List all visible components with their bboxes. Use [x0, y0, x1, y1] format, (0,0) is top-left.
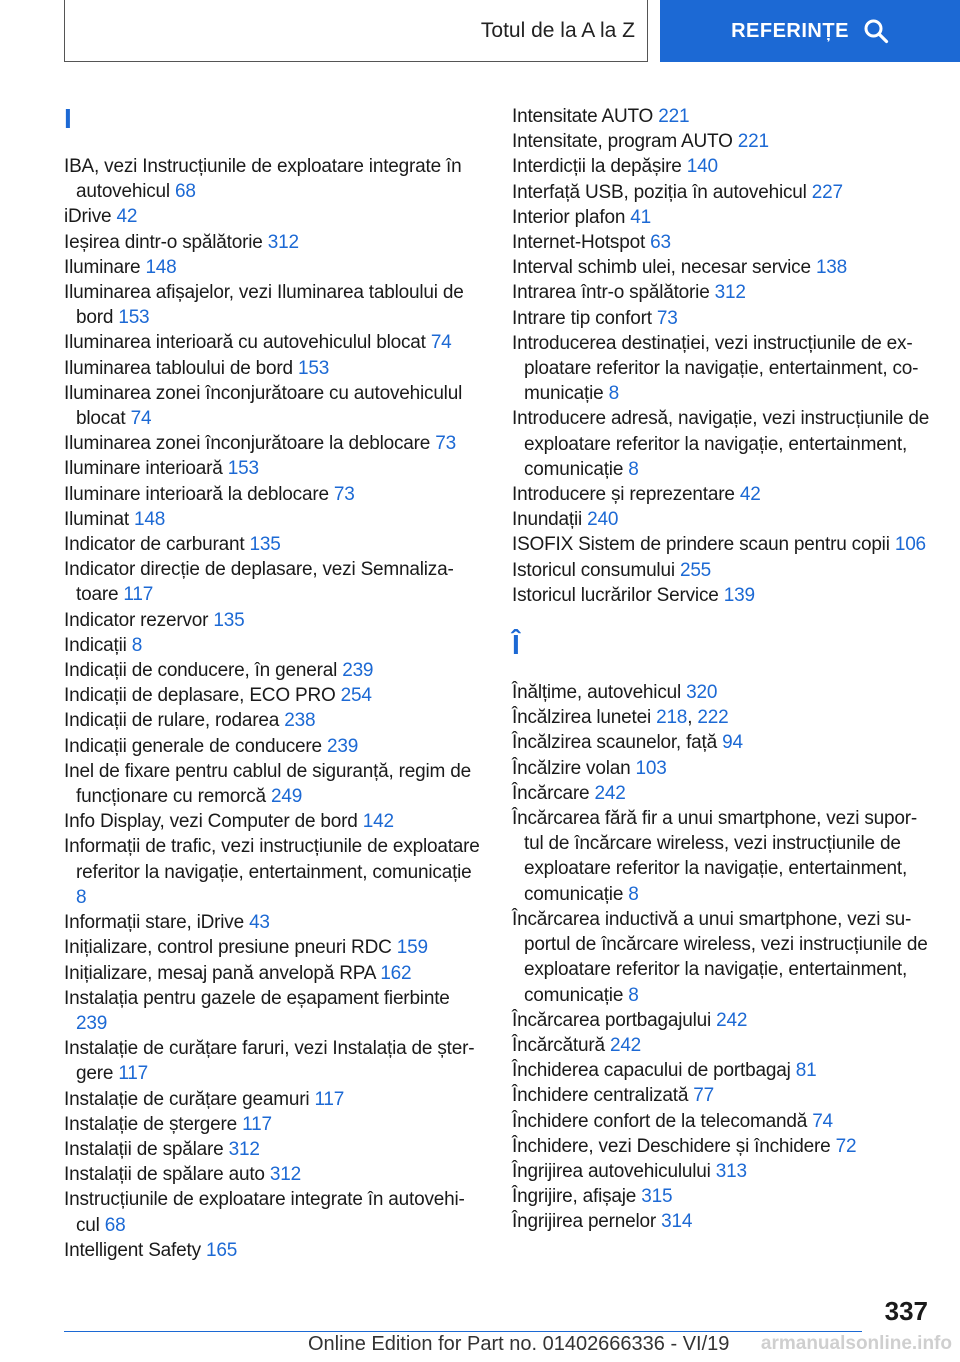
page-reference-link[interactable]: 135: [213, 609, 245, 631]
page-reference-link[interactable]: 312: [269, 1164, 301, 1186]
index-entry: [512, 482, 930, 507]
index-entry: [64, 381, 482, 431]
search-icon: [863, 18, 889, 44]
page-reference-link[interactable]: 239: [326, 735, 359, 757]
page-reference-link[interactable]: 135: [249, 534, 281, 556]
index-entry: [512, 1083, 930, 1108]
index-entry: [64, 986, 482, 1036]
page-reference-link[interactable]: 221: [737, 131, 769, 153]
index-entry-text: Introducerea destinației, vezi instrucțiunile de exploatare referitor la navigație, entertainment, comunicație: [512, 332, 919, 405]
page-reference-link[interactable]: 142: [362, 811, 394, 833]
page-reference-link[interactable]: 218: [656, 707, 688, 729]
index-entry: [64, 557, 482, 607]
index-entry-text: IBA, vezi Instrucțiunile de exploatare integrate în autovehicul: [64, 156, 462, 203]
page-reference-link[interactable]: 238: [284, 710, 316, 732]
page-reference-link[interactable]: 249: [271, 786, 303, 808]
index-entry: [64, 658, 482, 683]
index-entry: [64, 961, 482, 986]
index-entry: [512, 756, 930, 781]
index-entry-text: Intrarea într-o spălătorie: [512, 282, 710, 304]
index-entry: [512, 507, 930, 532]
index-entry: [512, 205, 930, 230]
index-entry-text: Închidere centralizată: [512, 1085, 689, 1107]
page-reference-link[interactable]: 162: [380, 962, 412, 984]
index-entry-text: Încărcare: [512, 782, 590, 804]
page-reference-link[interactable]: 315: [641, 1186, 673, 1208]
page-reference-link[interactable]: 254: [340, 685, 372, 707]
index-entry: [512, 306, 930, 331]
index-entry: [64, 330, 482, 355]
index-entry-text: Interfață USB, poziția în autovehicul: [512, 181, 807, 203]
page-reference-link[interactable]: 94: [722, 732, 743, 754]
page-reference-link[interactable]: 320: [686, 682, 718, 704]
index-entry-text: Instalație de ștergere: [64, 1113, 238, 1135]
page-reference-link[interactable]: 8: [608, 383, 619, 405]
index-entry: [512, 406, 930, 482]
index-entry-list: [64, 154, 482, 1263]
page-reference-link[interactable]: 81: [795, 1060, 817, 1082]
edition-text: Online Edition for Part no. 01402666336 - VI/19: [308, 1333, 730, 1355]
page-reference-link[interactable]: 73: [333, 483, 355, 505]
index-entry-text: Informații stare, iDrive: [64, 912, 244, 934]
page-number: 337: [884, 1296, 928, 1326]
index-entry: [512, 730, 930, 755]
index-entry: [64, 935, 482, 960]
index-entry: [512, 781, 930, 806]
page-reference-link[interactable]: 312: [267, 231, 299, 253]
index-entry-text: Încărcarea portbagajului: [512, 1009, 712, 1031]
index-entry-text: Iluminat: [64, 508, 129, 530]
index-entry-text: Intrare tip confort: [512, 307, 652, 329]
index-entry-text: Iluminare: [64, 256, 141, 278]
page-reference-link[interactable]: 117: [123, 584, 154, 606]
index-entry-text: Iluminare interioară la deblocare: [64, 483, 329, 505]
index-entry: [64, 280, 482, 330]
index-entry: [512, 1033, 930, 1058]
index-entry-text: Încărcătură: [512, 1034, 605, 1056]
page-reference-link[interactable]: 153: [118, 307, 150, 329]
index-entry-text: Interdicții la depășire: [512, 156, 682, 178]
page-reference-link[interactable]: 148: [145, 256, 177, 278]
index-entry-text: Inundații: [512, 509, 583, 531]
index-entry-text: Inițializare, control presiune pneuri RDC: [64, 937, 392, 959]
page-reference-link[interactable]: 227: [811, 181, 843, 203]
index-entry: [512, 1109, 930, 1134]
index-entry: [64, 532, 482, 557]
index-entry-text: Introducere și reprezentare: [512, 484, 735, 506]
index-entry: [512, 806, 930, 907]
index-entry-text: Instalația pentru gazele de eșapament fierbinte: [64, 987, 450, 1009]
index-entry-text: Închiderea capacului de portbagaj: [512, 1060, 791, 1082]
index-entry: [64, 1238, 482, 1263]
index-entry: [512, 180, 930, 205]
index-entry-text: Încălzire volan: [512, 757, 631, 779]
index-entry-text: Inel de fixare pentru cablul de siguranță, regim de funcționare cu remorcă: [64, 760, 471, 808]
page-reference-link[interactable]: 314: [661, 1211, 693, 1233]
index-entry-text: Instalație de curățare geamuri: [64, 1088, 310, 1110]
page-reference-link[interactable]: 239: [76, 1012, 108, 1034]
index-entry: [64, 708, 482, 733]
index-entry-text: Indicator direcție de deplasare, vezi Semnalizatoare: [64, 559, 454, 606]
index-entry: [64, 683, 482, 708]
page-reference-link[interactable]: 312: [228, 1138, 260, 1160]
index-entry-text: Indicator de carburant: [64, 534, 245, 556]
index-entry-text: Iluminarea tabloului de bord: [64, 357, 293, 379]
index-entry-text: Istoricul consumului: [512, 559, 675, 581]
index-entry: [512, 255, 930, 280]
index-entry-text: Indicații generale de conducere: [64, 735, 322, 757]
index-entry-text: Istoricul lucrărilor Service: [512, 584, 719, 606]
index-entry: [64, 507, 482, 532]
index-entry-text: Îngrijirea autovehiculului: [512, 1160, 711, 1182]
index-entry: [64, 204, 482, 229]
index-entry: [64, 230, 482, 255]
index-entry: [512, 104, 930, 129]
index-entry: [64, 759, 482, 809]
page-reference-link[interactable]: 117: [314, 1088, 345, 1110]
page-reference-link[interactable]: 73: [435, 433, 456, 455]
index-entry-text: Indicator rezervor: [64, 609, 209, 631]
index-entry-text: Indicații: [64, 634, 127, 656]
page-reference-link[interactable]: 72: [835, 1135, 857, 1157]
page-reference-link[interactable]: 159: [396, 937, 428, 959]
page-reference-link[interactable]: 117: [242, 1113, 272, 1135]
index-entry: [64, 633, 482, 658]
page-reference-link[interactable]: 117: [118, 1063, 149, 1085]
index-entry-text: Interval schimb ulei, necesar service: [512, 257, 811, 279]
index-entry: [64, 834, 482, 910]
index-entry: [512, 680, 930, 705]
page-reference-link[interactable]: 148: [134, 508, 166, 530]
index-entry: [64, 1162, 482, 1187]
page-reference-link[interactable]: 138: [815, 257, 848, 279]
section-tab[interactable]: [64, 0, 648, 62]
index-entry-text: Îngrijire, afișaje: [512, 1186, 637, 1208]
index-column-left: [64, 104, 482, 1263]
index-entry: [64, 1137, 482, 1162]
page-reference-link[interactable]: 239: [342, 660, 374, 682]
index-entry-text: Interior plafon: [512, 206, 626, 228]
index-entry: [512, 532, 930, 557]
index-entry: [512, 331, 930, 407]
page-reference-link[interactable]: 222: [697, 707, 729, 729]
index-entry-text: Informații de trafic, vezi instrucțiunile de exploatare referitor la navigație, entertainment, comunicație: [64, 836, 480, 883]
page-reference-link[interactable]: 41: [630, 206, 652, 228]
index-entry: [512, 280, 930, 305]
index-entry: [64, 431, 482, 456]
page-reference-link[interactable]: 68: [104, 1214, 126, 1236]
index-letter-heading: Î: [512, 629, 520, 661]
page-reference-link[interactable]: 139: [723, 584, 755, 606]
index-entry-text: Înălțime, autovehicul: [512, 682, 682, 704]
index-entry: [64, 734, 482, 759]
index-entry-text: Iluminarea zonei înconjurătoare cu autovehiculul blocat: [64, 382, 463, 430]
index-entry-text: Iluminare interioară: [64, 458, 223, 480]
page-reference-link[interactable]: 77: [693, 1085, 715, 1107]
index-entry: [512, 583, 930, 608]
page-reference-link[interactable]: 255: [679, 559, 712, 581]
page-reference-link[interactable]: 68: [175, 181, 196, 203]
page-reference-link[interactable]: 43: [249, 912, 270, 934]
index-entry-text: Instalație de curățare faruri, vezi Instalația de ștergere: [64, 1038, 475, 1085]
index-entry: [64, 1036, 482, 1086]
index-entry-text: Ieșirea dintr-o spălătorie: [64, 231, 263, 253]
index-entry-text: Intensitate, program AUTO: [512, 131, 733, 153]
page-reference-link[interactable]: 8: [76, 886, 87, 908]
page-reference-link[interactable]: 106: [894, 534, 926, 556]
index-entry-text: Intensitate AUTO: [512, 106, 654, 127]
page-reference-link[interactable]: 8: [628, 883, 639, 905]
page-reference-link[interactable]: 74: [130, 408, 152, 430]
watermark: armanualsonline.info: [760, 1333, 952, 1354]
index-entry-text: iDrive: [64, 206, 112, 228]
page-reference-link[interactable]: 140: [686, 156, 718, 178]
index-entry: [64, 809, 482, 834]
index-entry-text: Iluminarea afișajelor, vezi Iluminarea tabloului de bord: [64, 282, 464, 329]
index-letter-heading: I: [64, 103, 72, 134]
index-entry: [512, 1159, 930, 1184]
index-entry-text: Încărcarea inductivă a unui smartphone, vezi suportul de încărcare wireless, vezi instrucțiunile de exploatare referitor la navigație, entertainment, comunicație: [512, 908, 928, 1006]
page-reference-link[interactable]: 42: [116, 206, 138, 228]
index-entry: [64, 456, 482, 481]
index-entry: [64, 1087, 482, 1112]
index-entry: [64, 255, 482, 280]
page-reference-link[interactable]: 73: [656, 307, 678, 329]
index-entry-text: Inițializare, mesaj pană anvelopă RPA: [64, 962, 376, 984]
index-entry: [512, 1209, 930, 1234]
page-reference-link[interactable]: 240: [587, 509, 619, 531]
index-entry-text: Închidere, vezi Deschidere și închidere: [512, 1135, 831, 1157]
index-entry: [512, 129, 930, 154]
index-entry-text: Info Display, vezi Computer de bord: [64, 811, 358, 833]
index-entry: [64, 1187, 482, 1237]
index-entry: [512, 1058, 930, 1083]
index-entry-text: ISOFIX Sistem de prindere scaun pentru copii: [512, 534, 890, 556]
index-entry: [64, 154, 482, 204]
index-entry-text: Încălzirea scaunelor, față: [512, 732, 717, 754]
index-entry-text: Instalații de spălare: [64, 1138, 224, 1160]
page-reference-link[interactable]: 221: [658, 106, 690, 127]
index-entry-list: [512, 104, 930, 608]
index-entry-text: Indicații de deplasare, ECO PRO: [64, 685, 336, 707]
index-entry: Încălzirea lunetei 218, 222: [512, 707, 729, 729]
index-entry-text: Indicații de rulare, rodarea: [64, 710, 280, 732]
index-entry-text: Intelligent Safety: [64, 1239, 201, 1261]
index-entry-text: Încălzirea lunetei: [512, 707, 651, 729]
index-entry-text: Introducere adresă, navigație, vezi instrucțiunile de exploatare referitor la navigație, entertainment, comunicație: [512, 408, 930, 480]
index-entry-list: [512, 680, 930, 1234]
index-entry-text: Instrucțiunile de exploatare integrate în autovehicul: [64, 1189, 465, 1236]
index-entry: [64, 482, 482, 507]
index-entry-text: Iluminarea interioară cu autovehiculul blocat: [64, 332, 426, 354]
section-title: Totul de la A la Z: [480, 18, 635, 42]
page-reference-link[interactable]: 313: [715, 1160, 747, 1182]
page-reference-link[interactable]: 153: [227, 458, 259, 480]
page-reference-link[interactable]: 165: [205, 1239, 238, 1261]
index-entry-text: Indicații de conducere, în general: [64, 660, 338, 682]
index-entry: [512, 558, 930, 583]
index-entry-text: Iluminarea zonei înconjurătoare la deblocare: [64, 433, 431, 455]
index-entry: [512, 1134, 930, 1159]
index-column-right: [512, 104, 930, 1235]
index-entry: [64, 608, 482, 633]
page-reference-link[interactable]: 63: [650, 232, 671, 254]
index-entry: [64, 1112, 482, 1137]
index-entry: [512, 1008, 930, 1033]
references-label: REFERINȚE: [731, 19, 849, 42]
index-entry-text: Încărcarea fără fir a unui smartphone, vezi suportul de încărcare wireless, vezi instrucțiunile de exploatare referitor la navigație, entertainment, comunicație: [512, 808, 918, 905]
page-reference-link[interactable]: 74: [430, 332, 452, 354]
page-reference-link[interactable]: 8: [131, 634, 143, 656]
index-entry-text: Internet-Hotspot: [512, 232, 646, 254]
page-reference-link[interactable]: 42: [739, 484, 761, 506]
page-reference-link[interactable]: 312: [714, 282, 746, 304]
index-entry-text: Instalații de spălare auto: [64, 1164, 265, 1186]
page-reference-link[interactable]: 8: [628, 458, 639, 480]
index-entry: [512, 907, 930, 1008]
index-entry: [512, 1184, 930, 1209]
index-entry: [64, 910, 482, 935]
page-reference-link[interactable]: 242: [716, 1009, 748, 1031]
references-button[interactable]: [660, 0, 960, 62]
index-entry: [512, 154, 930, 179]
index-entry: [64, 356, 482, 381]
index-entry: [512, 230, 930, 255]
footer-divider: [64, 1331, 862, 1332]
index-entry-text: Închidere confort de la telecomandă: [512, 1110, 808, 1132]
page-reference-link[interactable]: 242: [609, 1034, 642, 1056]
page-reference-link[interactable]: 74: [812, 1110, 833, 1132]
page-reference-link[interactable]: 153: [297, 357, 330, 379]
page-reference-link[interactable]: 8: [628, 984, 639, 1006]
index-entry-text: Îngrijirea pernelor: [512, 1211, 657, 1233]
page-reference-link[interactable]: 103: [635, 757, 667, 779]
page-reference-link[interactable]: 242: [594, 782, 626, 804]
